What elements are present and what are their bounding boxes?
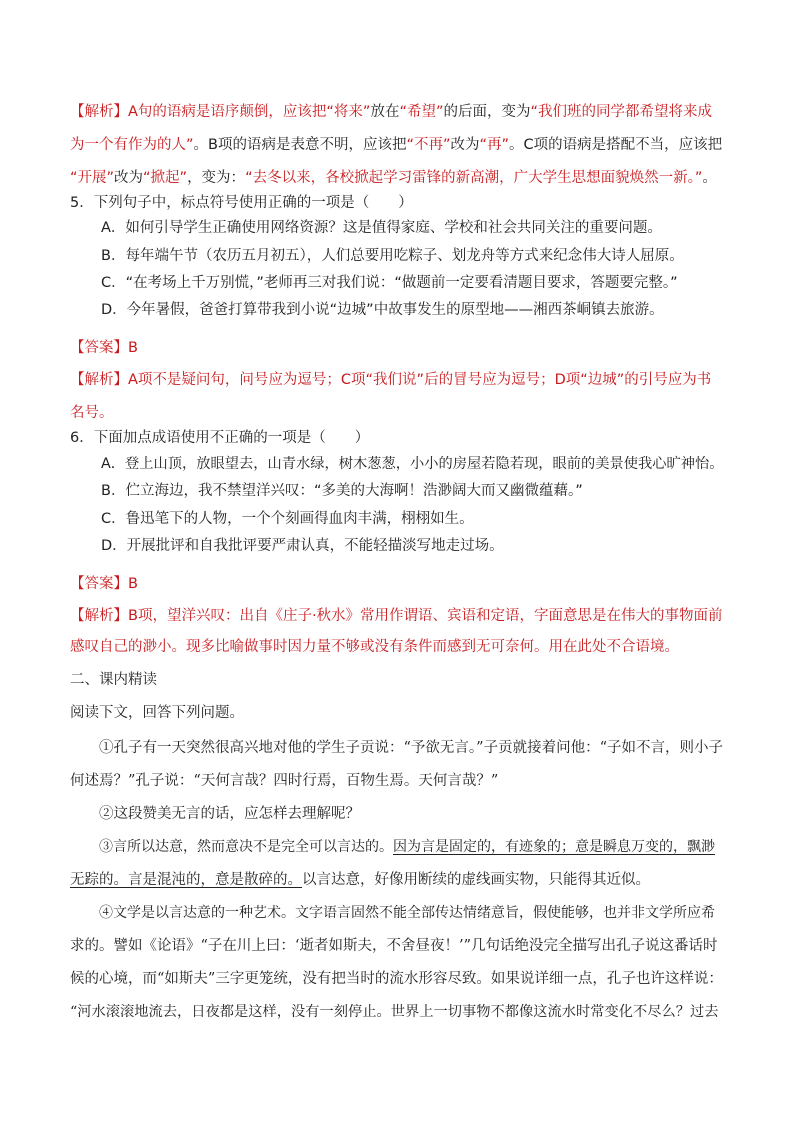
explanation-tag: 【解析】 — [70, 104, 128, 120]
q6-option-d: D．开展批评和自我批评要严肃认真，不能轻描淡写地走过场。 — [101, 538, 504, 554]
underlined-sentence: 因为言是固定的，有迹象的；意是瞬息万变的，飘渺 — [393, 839, 715, 855]
q4-explanation-line3: “开展”改为“掀起”，变为：“去冬以来，各校掀起学习雷锋的新高潮，广大学生思想面貌焕然一新。”。 — [70, 170, 717, 186]
passage-p4-line3: 候的心境，而“如斯夫”三字更笼统，没有把当时的流水形容尽致。如果说详细一点，孔子也许这样说： — [70, 971, 723, 987]
q6-explanation-line2: 感叹自己的渺小。现多比喻做事时因力量不够或没有条件而感到无可奈何。用在此处不合语境。 — [70, 639, 679, 655]
passage-p4-line2: 求的。譬如《论语》“子在川上曰：‘逝者如斯夫，不舍昼夜！’”几句话绝没完全描写出孔子说这番话时 — [70, 938, 718, 954]
passage-p3-line2: 无踪的。言是混沌的，意是散碎的。以言达意，好像用断续的虚线画实物，只能得其近似。 — [70, 872, 650, 888]
q5-option-b: B．每年端午节（农历五月初五），人们总要用吃粽子、划龙舟等方式来纪念伟大诗人屈原。 — [101, 248, 684, 264]
explanation-tag: 【解析】 — [70, 608, 128, 624]
underlined-sentence: 无踪的。言是混沌的，意是散碎的。 — [70, 872, 302, 888]
q5-explanation-line2: 名号。 — [70, 405, 114, 421]
passage-p1-line1: ①孔子有一天突然很高兴地对他的学生子贡说：“予欲无言。”子贡就接着问他：“子如不言，则小子 — [99, 740, 723, 756]
q6-option-b: B．伫立海边，我不禁望洋兴叹：“多美的大海啊！浩渺阔大而又幽微蕴藉。” — [101, 483, 583, 499]
passage-p1-line2: 何述焉？”孔子说：“天何言哉？四时行焉，百物生焉。天何言哉？” — [70, 773, 499, 789]
q6-explanation-line1: 【解析】B项，望洋兴叹：出自《庄子·秋水》常用作谓语、宾语和定语，字面意思是在伟大的事物面前 — [70, 608, 723, 624]
q6-answer: 【答案】B — [70, 576, 138, 592]
q5-explanation-line1: 【解析】A项不是疑问句，问号应为逗号；C项“我们说”后的冒号应为逗号；D项“边城”的引号应为书 — [70, 372, 712, 388]
q5-stem: 5．下列句子中，标点符号使用正确的一项是（ ） — [70, 195, 413, 211]
answer-tag: 【答案】 — [70, 340, 128, 356]
section-heading: 二、课内精读 — [70, 672, 157, 688]
q6-option-a: A．登上山顶，放眼望去，山青水绿，树木葱葱，小小的房屋若隐若现，眼前的美景使我心旷神怡。 — [101, 456, 724, 472]
q6-option-c: C．鲁迅笔下的人物，一个个刻画得血肉丰满，栩栩如生。 — [101, 511, 474, 527]
q4-explanation-line1: 【解析】A句的语病是语序颠倒，应该把“将来”放在“希望”的后面，变为“我们班的同学都希望将来成 — [70, 104, 712, 120]
section-intro: 阅读下文，回答下列问题。 — [70, 705, 244, 721]
q4-explanation-line2: 为一个有作为的人”。B项的语病是表意不明，应该把“不再”改为“再”。C项的语病是搭配不当，应该把 — [70, 137, 723, 153]
answer-tag: 【答案】 — [70, 576, 128, 592]
q5-option-c: C．“在考场上千万别慌，”老师再三对我们说：“做题前一定要看清题目要求，答题要完整。” — [101, 275, 678, 291]
q5-option-a: A．如何引导学生正确使用网络资源？这是值得家庭、学校和社会共同关注的重要问题。 — [101, 220, 662, 236]
explanation-tag: 【解析】 — [70, 372, 128, 388]
q6-stem: 6．下面加点成语使用不正确的一项是（ ） — [70, 430, 370, 446]
q5-option-d: D．今年暑假，爸爸打算带我到小说“边城”中故事发生的原型地——湘西茶峒镇去旅游。 — [101, 302, 664, 318]
passage-p4-line1: ④文学是以言达意的一种艺术。文字语言固然不能全部传达情绪意旨，假使能够，也并非文学所应希 — [99, 905, 715, 921]
passage-p3-line1: ③言所以达意，然而意决不是完全可以言达的。因为言是固定的，有迹象的；意是瞬息万变的，飘渺 — [99, 839, 715, 855]
passage-p4-line4: “河水滚滚地流去，日夜都是这样，没有一刻停止。世界上一切事物不都像这流水时常变化不尽么？过去 — [70, 1004, 719, 1020]
passage-p2: ②这段赞美无言的话，应怎样去理解呢？ — [99, 806, 360, 822]
q5-answer: 【答案】B — [70, 340, 138, 356]
